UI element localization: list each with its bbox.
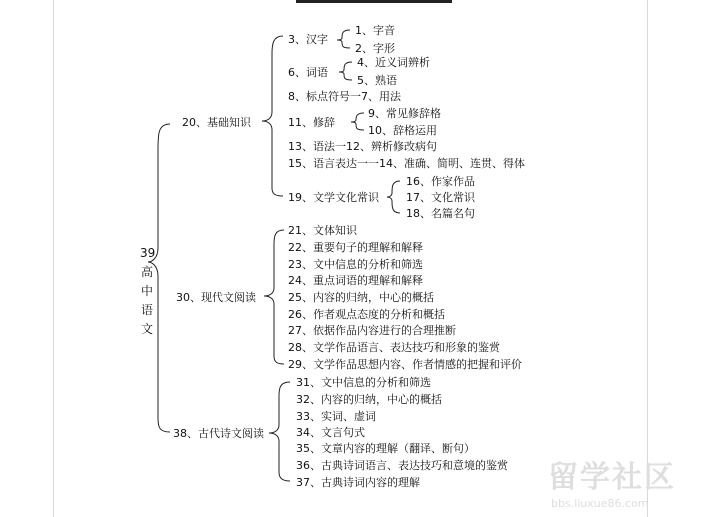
node-zi-xing: 2、字形 [355,42,395,55]
node-cigeyunyong: 10、辞格运用 [368,124,437,137]
node-xiuci: 11、修辞 [288,116,335,129]
node-zuojia: 16、作家作品 [406,175,475,188]
node-jinyici: 4、近义词辨析 [357,56,430,69]
node-yufa: 13、语法一12、辨析修改病句 [288,140,437,153]
root-node [140,244,154,339]
classical-item: 36、古典诗词语言、表达技巧和意境的鉴赏 [296,459,508,472]
root-char-2: 中 [140,284,153,298]
node-biaoda: 15、语言表达一一14、准确、简明、连贯、得体 [288,157,525,170]
ciyu-bracket [339,62,352,80]
classical-item: 34、文言句式 [296,426,365,439]
node-biaodian: 8、标点符号一7、用法 [288,90,401,103]
basics-bracket [262,36,283,196]
classical-item: 32、内容的归纳，中心的概括 [296,393,442,406]
branch-modern: 30、现代文阅读 [176,291,256,304]
modern-item: 26、作者观点态度的分析和概括 [288,308,445,321]
modern-bracket [264,230,284,364]
classical-item: 31、文中信息的分析和筛选 [296,376,431,389]
modern-item: 23、文中信息的分析和筛选 [288,258,423,271]
wenxue-bracket [387,181,400,213]
hanzi-bracket [337,30,350,48]
classical-bracket [269,382,290,481]
node-ciyu: 6、词语 [288,66,328,79]
root-number: 39 [140,246,156,260]
node-shuyu: 5、熟语 [357,74,397,87]
classical-item: 33、实词、虚词 [296,410,376,423]
modern-item: 21、文体知识 [288,224,357,237]
modern-item: 28、文学作品语言、表达技巧和形象的鉴赏 [288,341,500,354]
classical-item: 37、古典诗词内容的理解 [296,476,420,489]
xiuci-bracket [351,113,364,130]
modern-item: 25、内容的归纳，中心的概括 [288,291,434,304]
modern-item: 29、文学作品思想内容、作者情感的把握和评价 [288,358,522,371]
node-cigege: 9、常见修辞格 [368,107,441,120]
node-wenxue: 19、文学文化常识 [288,191,379,204]
watermark-url: bbs.liuxue86.com [551,497,649,510]
node-hanzi: 3、汉字 [288,33,328,46]
classical-item: 35、文章内容的理解（翻译、断句） [296,442,475,455]
node-zi-yin: 1、字音 [355,24,395,37]
modern-item: 22、重要句子的理解和解释 [288,241,423,254]
watermark-logo: 留学社区 [548,460,676,495]
branch-classical: 38、古代诗文阅读 [173,427,264,440]
root-char-4: 文 [140,322,153,336]
root-char-3: 语 [140,303,153,317]
node-wenhua: 17、文化常识 [406,191,475,204]
modern-item: 27、依据作品内容进行的合理推断 [288,324,456,337]
node-mingpian: 18、名篇名句 [406,207,475,220]
root-char-1: 高 [140,265,153,279]
branch-basics: 20、基础知识 [182,116,251,129]
modern-item: 24、重点词语的理解和解释 [288,274,423,287]
